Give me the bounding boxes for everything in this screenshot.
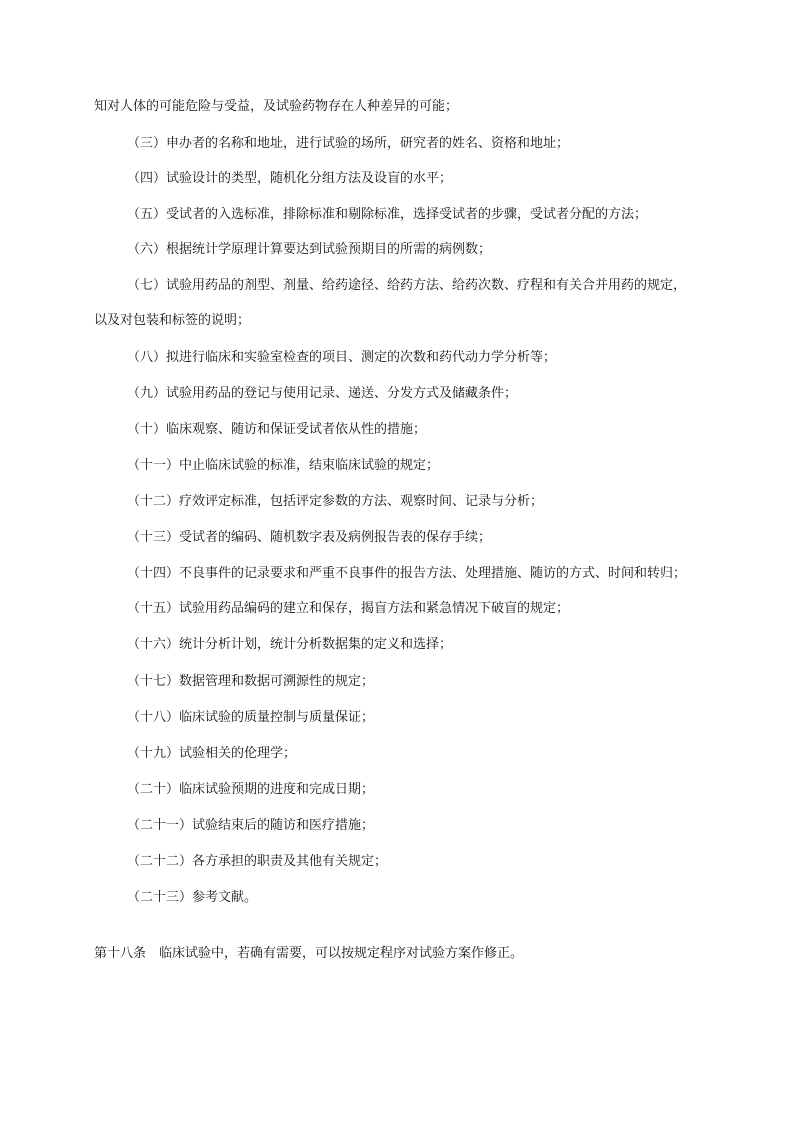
list-item-19: （十九）试验相关的伦理学； bbox=[127, 746, 297, 761]
article-18: 第十八条 临床试验中，若确有需要，可以按规定程序对试验方案作修正。 bbox=[94, 946, 524, 961]
list-item-23: （二十三）参考文献。 bbox=[127, 890, 258, 905]
list-item-16: （十六）统计分析计划，统计分析数据集的定义和选择； bbox=[127, 637, 453, 652]
list-item-13: （十三）受试者的编码、随机数字表及病例报告表的保存手续； bbox=[127, 530, 492, 545]
list-item-18: （十八）临床试验的质量控制与质量保证； bbox=[127, 710, 375, 725]
list-item-12: （十二）疗效评定标准，包括评定参数的方法、观察时间、记录与分析； bbox=[127, 494, 544, 509]
list-item-15: （十五）试验用药品编码的建立和保存，揭盲方法和紧急情况下破盲的规定； bbox=[127, 601, 570, 616]
list-item-20: （二十）临床试验预期的进度和完成日期； bbox=[127, 782, 375, 797]
list-item-3: （三）申办者的名称和地址，进行试验的场所，研究者的姓名、资格和地址； bbox=[127, 136, 570, 151]
list-item-7-continuation: 以及对包装和标签的说明； bbox=[94, 313, 251, 328]
continuation-line: 知对人体的可能危险与受益，及试验药物存在人种差异的可能； bbox=[94, 99, 459, 114]
list-item-14: （十四）不良事件的记录要求和严重不良事件的报告方法、处理措施、随访的方式、时间和转归； bbox=[127, 566, 687, 581]
list-item-4: （四）试验设计的类型，随机化分组方法及设盲的水平； bbox=[127, 171, 453, 186]
list-item-6: （六）根据统计学原理计算要达到试验预期目的所需的病例数； bbox=[127, 242, 492, 257]
list-item-11: （十一）中止临床试验的标准，结束临床试验的规定； bbox=[127, 458, 440, 473]
list-item-9: （九）试验用药品的登记与使用记录、递送、分发方式及储藏条件； bbox=[127, 386, 518, 401]
list-item-22: （二十二）各方承担的职责及其他有关规定； bbox=[127, 854, 388, 869]
list-item-8: （八）拟进行临床和实验室检查的项目、测定的次数和药代动力学分析等； bbox=[127, 350, 557, 365]
list-item-21: （二十一）试验结束后的随访和医疗措施； bbox=[127, 818, 375, 833]
list-item-17: （十七）数据管理和数据可溯源性的规定； bbox=[127, 674, 375, 689]
list-item-7: （七）试验用药品的剂型、剂量、给药途径、给药方法、给药次数、疗程和有关合并用药的规定， bbox=[127, 278, 687, 293]
list-item-5: （五）受试者的入选标准，排除标准和剔除标准，选择受试者的步骤，受试者分配的方法； bbox=[127, 207, 648, 222]
list-item-10: （十）临床观察、随访和保证受试者依从性的措施； bbox=[127, 422, 427, 437]
